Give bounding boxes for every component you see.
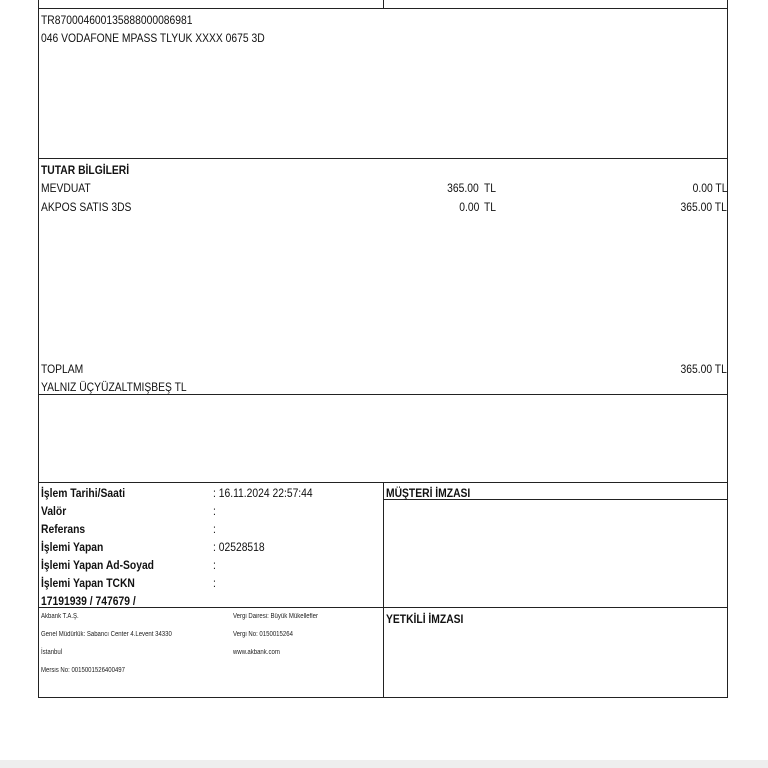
amounts-heading: TUTAR BİLGİLERİ [41,163,130,177]
performer-tckn-value: : [213,576,216,590]
performer-tckn-label: İşlemi Yapan TCKN [41,576,135,590]
bank-website: www.akbank.com [233,649,280,656]
transaction-date-value: : 16.11.2024 22:57:44 [213,486,313,500]
performed-by-label: İşlemi Yapan [41,540,104,554]
total-label: TOPLAM [41,362,84,376]
reference-value: : [213,522,216,536]
bank-city: İstanbul [41,649,63,656]
amount-row-label: AKPOS SATIS 3DS [41,200,132,214]
divider-footer [38,607,728,608]
amount-row-debit: 0.00 [458,200,479,214]
amount-row-debit-currency: TL [484,181,497,195]
performer-name-value: : [213,558,216,572]
amount-row-credit: 365.00 TL [680,200,727,214]
amount-row-credit: 0.00 TL [692,181,727,195]
divider-signature-vertical [383,482,384,698]
transaction-code-line: 17191939 / 747679 / [41,594,136,608]
amount-row-label: MEVDUAT [41,181,91,195]
divider-top-vertical [383,0,384,8]
performer-name-label: İşlemi Yapan Ad-Soyad [41,558,154,572]
divider-top [38,8,728,9]
amount-row-debit: 365.00 [447,181,479,195]
performed-by-value: : 02528518 [213,540,265,554]
bank-name: Akbank T.A.Ş. [41,613,79,620]
amount-row-debit-currency: TL [484,200,497,214]
divider-amounts [38,158,728,159]
valor-label: Valör [41,504,67,518]
reference-label: Referans [41,522,86,536]
bottom-strip [0,760,768,768]
bank-tax-no: Vergi No: 0150015264 [233,631,293,638]
bank-mersis: Mersis No: 0015001526400497 [41,667,126,674]
transaction-date-label: İşlem Tarihi/Saati [41,486,126,500]
account-description: 046 VODAFONE MPASS TLYUK XXXX 0675 3D [41,31,265,45]
total-value: 365.00 TL [680,362,727,376]
valor-value: : [213,504,216,518]
authorized-signature-label: YETKİLİ İMZASI [386,612,464,626]
divider-blank [38,394,728,395]
account-iban: TR870004600135888000086981 [41,13,193,27]
bank-tax-office: Vergi Dairesi: Büyük Mükellefler [233,613,318,620]
bank-hq: Genel Müdürlük: Sabancı Center 4.Levent 34330 [41,631,172,638]
customer-signature-label: MÜŞTERİ İMZASI [386,486,471,500]
amount-in-words: YALNIZ ÜÇYÜZALTMIŞBEŞ TL [41,380,187,394]
